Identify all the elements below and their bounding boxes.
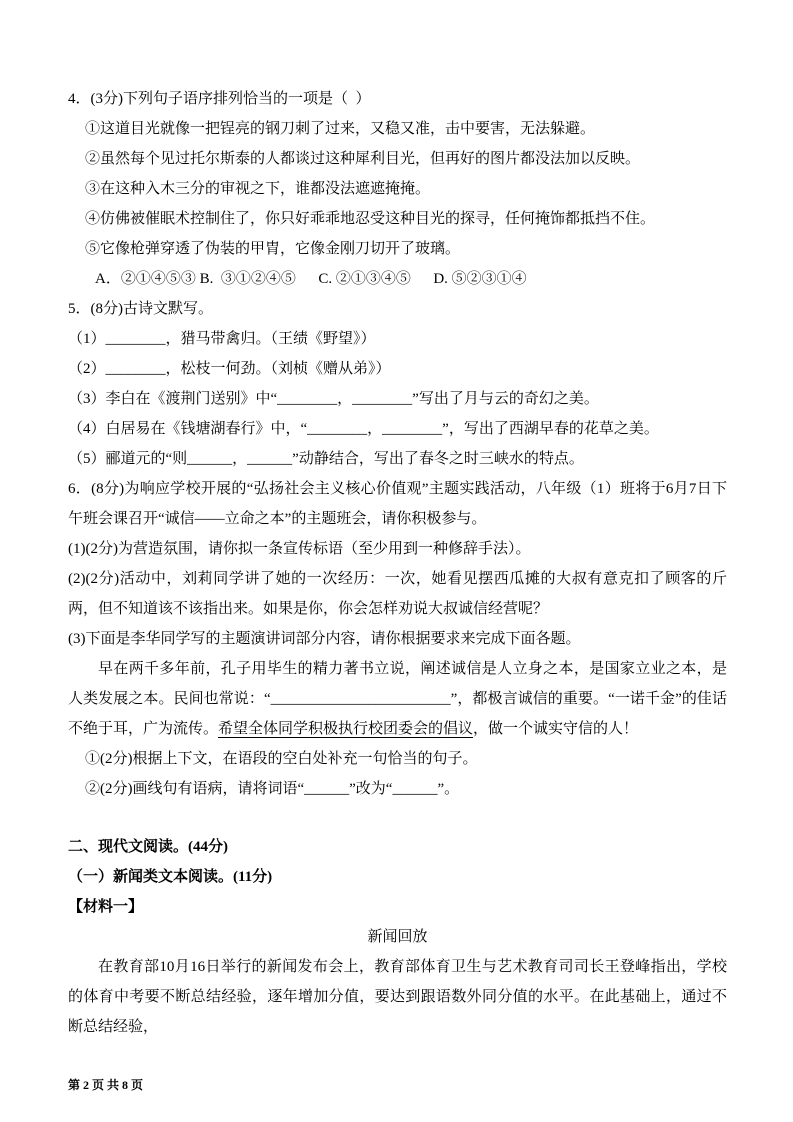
q5-item-2: （2）________，松枝一何劲。（刘桢《赠从弟》）: [68, 361, 391, 377]
q4-sentence-1: ①这道目光就像一把锃亮的钢刀刺了过来，又稳又准，击中要害，无法躲避。: [85, 121, 596, 137]
material1-label: 【材料一】: [68, 899, 144, 915]
q5-item-4: （4）白居易在《钱塘湖春行》中，“________，________”，写出了西湖早春的花草之美。: [68, 421, 659, 437]
q6-sub3: (3)下面是李华同学写的主题演讲词部分内容，请你根据要求来完成下面各题。: [68, 631, 581, 647]
q4-options: A．②①④⑤③ B. ③①②④⑤ C. ②①③④⑤ D. ⑤②③①④: [95, 271, 527, 287]
q6-stem: 6．(8分)为响应学校开展的“弘扬社会主义核心价值观”主题实践活动，八年级（1）班将于6月7日下午班会课召开“诚信——立命之本”的主题班会，请你积极参与。: [68, 481, 727, 527]
speech-underlined-sentence: 希望全体同学积极执行校团委会的倡议: [218, 721, 474, 737]
q5-stem: 5．(8分)古诗文默写。: [68, 301, 213, 317]
page-footer: 第 2 页 共 8 页: [68, 1078, 144, 1092]
news-paragraph: 在教育部10月16日举行的新闻发布会上，教育部体育卫生与艺术教育司司长王登峰指出，学校的体育中考要不断总结经验，逐年增加分值，要达到跟语数外同分值的水平。在此基础上，通过不断总结经验，: [68, 959, 727, 1035]
q6-sub3-q2: ②(2分)画线句有语病，请将词语“______”改为“______”。: [85, 781, 460, 797]
speech-part2: ，做一个诚实守信的人！: [473, 721, 639, 737]
news-title: 新闻回放: [367, 929, 428, 945]
q4-stem: 4．(3分)下列句子语序排列恰当的一项是（ ）: [68, 91, 371, 107]
q6-speech-paragraph: [68, 654, 727, 744]
q4-sentence-5: ⑤它像枪弹穿透了伪装的甲胄，它像金刚刀切开了玻璃。: [85, 241, 461, 257]
q5-item-3: （3）李白在《渡荆门送别》中“________，________”写出了月与云的奇幻之美。: [68, 391, 599, 407]
q4-sentence-4: ④仿佛被催眠术控制住了，你只好乖乖地忍受这种目光的探寻，任何掩饰都抵挡不住。: [85, 211, 656, 227]
q6-sub2: (2)(2分)活动中，刘莉同学讲了她的一次经历：一次，她看见摆西瓜摊的大叔有意克扣了顾客的斤两，但不知道该不该指出来。如果是你，你会怎样劝说大叔诚信经营呢？: [68, 571, 727, 617]
section2-subheading: （一）新闻类文本阅读。(11分): [68, 869, 273, 885]
q5-item-5: （5）郦道元的“则______，______”动静结合，写出了春冬之时三峡水的特点。: [68, 451, 584, 467]
q4-sentence-3: ③在这种入木三分的审视之下，谁都没法遮遮掩掩。: [85, 181, 431, 197]
q4-sentence-2: ②虽然每个见过托尔斯泰的人都谈过这种犀利目光，但再好的图片都没法加以反映。: [85, 151, 641, 167]
q6-sub3-q1: ①(2分)根据上下文，在语段的空白处补充一句恰当的句子。: [85, 751, 478, 767]
section2-heading: 二、现代文阅读。(44分): [68, 839, 228, 855]
q6-sub1: (1)(2分)为营造氛围，请你拟一条宣传标语（至少用到一种修辞手法）。: [68, 541, 531, 557]
speech-part1: 早在两千多年前，孔子用毕生的精力著书立说，阐述诚信是人立身之本，是国家立业之本，是人类发展之本。民间也常说：“________________________”，都极言诚信的重要。“一诺千金”的佳话不绝于耳，广为流传。: [68, 661, 727, 737]
q5-item-1: （1）________，猎马带禽归。（王绩《野望》）: [68, 331, 376, 347]
